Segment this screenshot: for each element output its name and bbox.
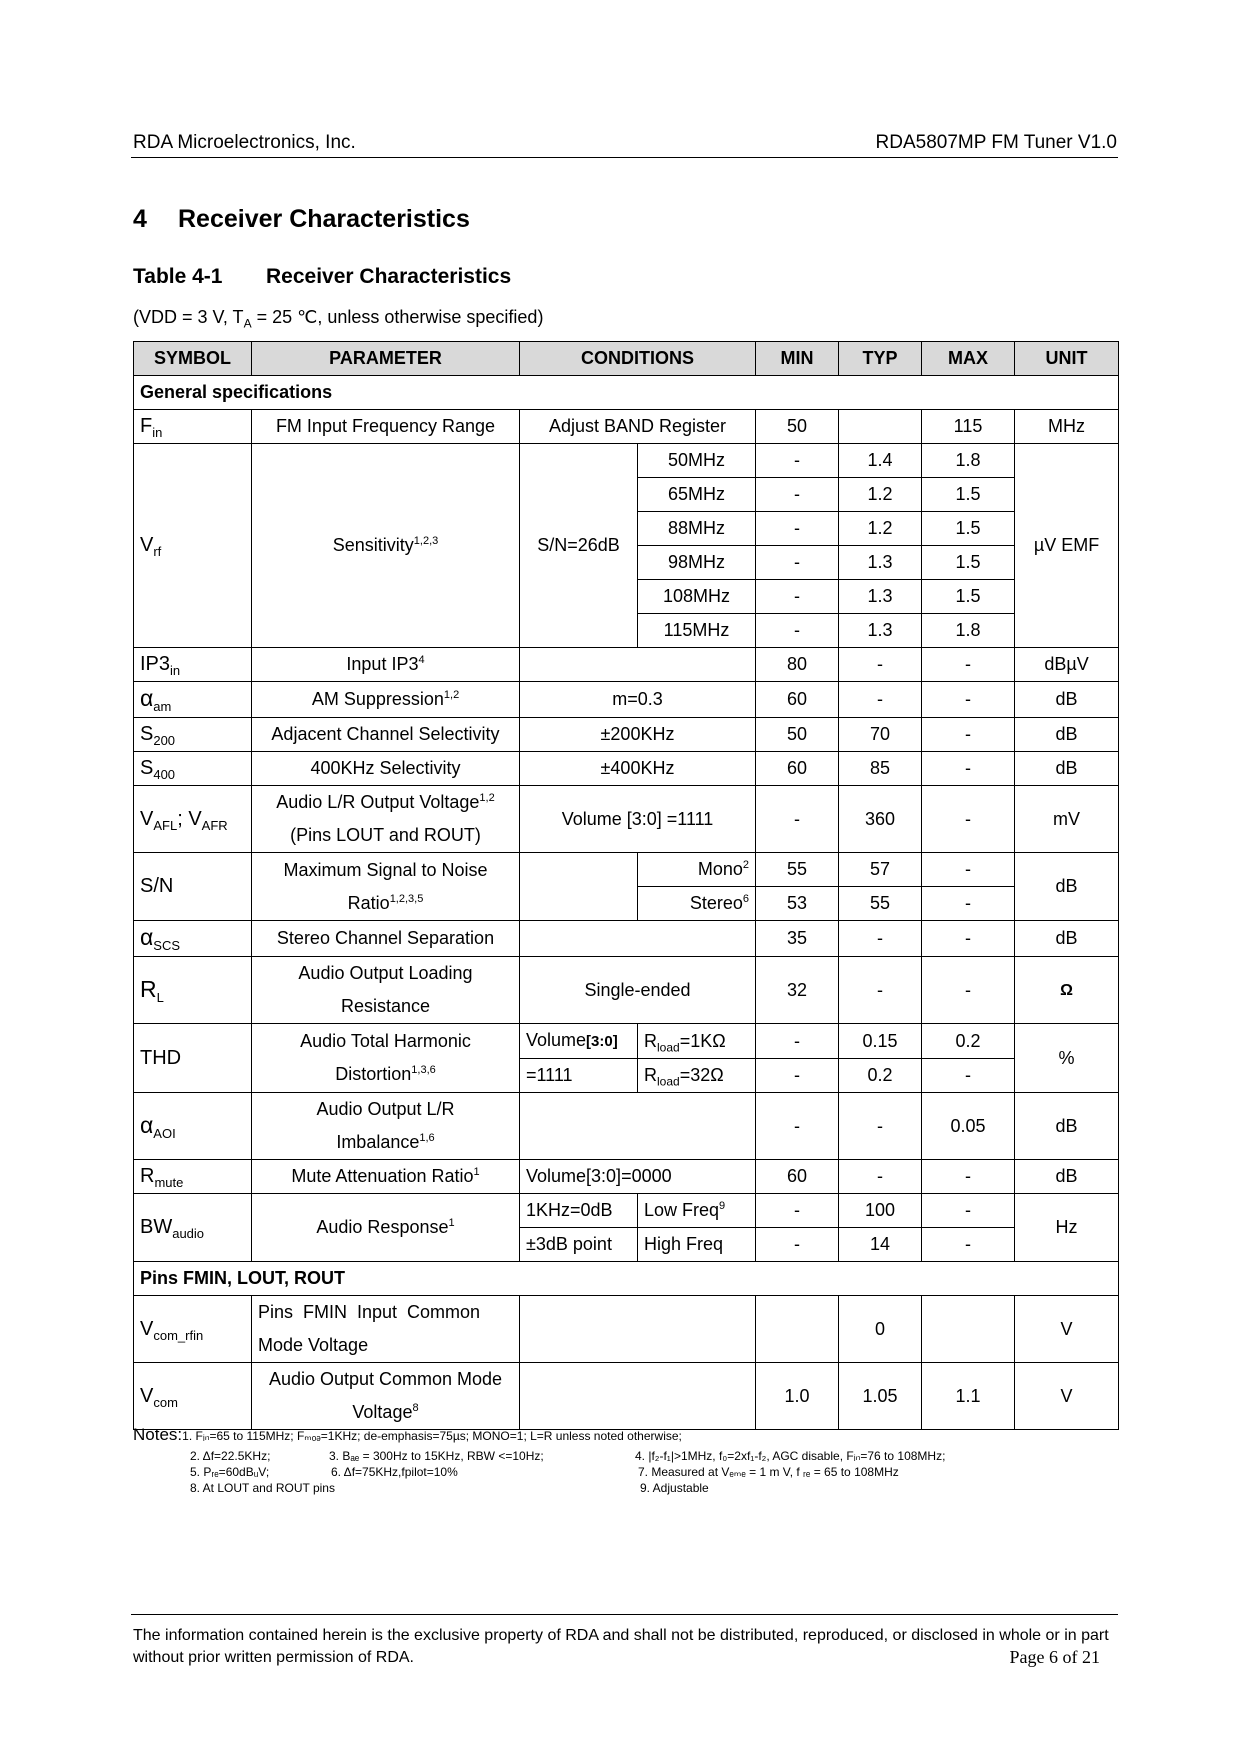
max-cell: 1.8 [922, 444, 1015, 478]
unit-cell: MHz [1015, 410, 1119, 444]
max-cell: 1.5 [922, 580, 1015, 614]
min-cell: - [756, 580, 839, 614]
freq-cell: 98MHz [638, 546, 756, 580]
table-caption [133, 265, 511, 289]
unit-cell: V [1015, 1296, 1119, 1363]
typ-cell: - [839, 1093, 922, 1160]
parameter-cell: Audio L/R Output Voltage$^{1,2}$ (Pins LOUT and ROUT) [252, 786, 520, 853]
conditions-cell: ±400KHz [520, 752, 756, 786]
typ-cell: 1.05 [839, 1363, 922, 1430]
max-cell: - [922, 718, 1015, 752]
typ-cell: 1.2 [839, 512, 922, 546]
symbol-cell: $V_{com\_rfin}$ [134, 1296, 252, 1363]
min-cell: - [756, 1059, 839, 1093]
typ-cell: 360 [839, 786, 922, 853]
max-cell: 1.5 [922, 546, 1015, 580]
load-cell: $R_{load}=32\Omega$ [638, 1059, 756, 1093]
note-7: 7. Measured at Vₑₘₑ = 1 m V, f ᵣₑ = 65 to 108MHz [638, 1465, 899, 1479]
symbol-cell: S/N [134, 853, 252, 921]
max-cell: - [922, 648, 1015, 682]
conditions-cell [520, 921, 756, 957]
conditions-cell: Adjust BAND Register [520, 410, 756, 444]
section-title: Receiver Characteristics [178, 205, 470, 233]
table-row-rl [134, 957, 1119, 1024]
unit-cell: % [1015, 1024, 1119, 1093]
col-header-min: MIN [756, 342, 839, 376]
table-row-bw-audio [134, 1194, 1119, 1228]
parameter-cell: Audio Output L/R Imbalance$^{1,6}$ [252, 1093, 520, 1160]
typ-cell: 100 [839, 1194, 922, 1228]
max-cell: - [922, 957, 1015, 1024]
parameter-cell: Audio Output Common Mode Voltage$^8$ [252, 1363, 520, 1430]
group-row-pins: Pins FMIN, LOUT, ROUT [134, 1262, 1119, 1296]
typ-cell: 1.3 [839, 580, 922, 614]
freq-cell: 108MHz [638, 580, 756, 614]
header-divider [131, 157, 1118, 158]
min-cell: 1.0 [756, 1363, 839, 1430]
symbol-cell: $V_{com}$ [134, 1363, 252, 1430]
table-title: Receiver Characteristics [266, 265, 512, 288]
unit-cell: Hz [1015, 1194, 1119, 1262]
table-row-thd [134, 1024, 1119, 1059]
page-number: Page 6 of 21 [1009, 1647, 1100, 1667]
max-cell: 0.05 [922, 1093, 1015, 1160]
typ-cell: 85 [839, 752, 922, 786]
unit-cell: V [1015, 1363, 1119, 1430]
unit-cell: dB [1015, 921, 1119, 957]
parameter-cell: Stereo Channel Separation [252, 921, 520, 957]
typ-cell: 0.2 [839, 1059, 922, 1093]
max-cell: - [922, 1228, 1015, 1262]
min-cell: - [756, 1093, 839, 1160]
symbol-cell: $V_{AFL}$; $V_{AFR}$ [134, 786, 252, 853]
notes [133, 1427, 1123, 1496]
min-cell: - [756, 444, 839, 478]
col-header-parameter: PARAMETER [252, 342, 520, 376]
min-cell: - [756, 786, 839, 853]
table-row-rmute [134, 1160, 1119, 1194]
parameter-cell: Mute Attenuation Ratio$^1$ [252, 1160, 520, 1194]
receiver-characteristics-table [133, 341, 1119, 1430]
unit-cell: Ω [1015, 957, 1119, 1024]
typ-cell: - [839, 682, 922, 718]
symbol-cell: $F_{in}$ [134, 410, 252, 444]
min-cell: 50 [756, 410, 839, 444]
min-cell: - [756, 614, 839, 648]
min-cell: 55 [756, 853, 839, 887]
typ-cell: 1.4 [839, 444, 922, 478]
table-row-vcom [134, 1363, 1119, 1430]
typ-cell: - [839, 957, 922, 1024]
typ-cell [839, 410, 922, 444]
max-cell: 1.5 [922, 478, 1015, 512]
group-row-general: General specifications [134, 376, 1119, 410]
notes-label: Notes: [133, 1425, 183, 1444]
table-row-ip3 [134, 648, 1119, 682]
symbol-cell: $R_L$ [134, 957, 252, 1024]
symbol-cell: $IP3_{in}$ [134, 648, 252, 682]
conditions-cell: Volume[3:0]=0000 [520, 1160, 756, 1194]
unit-cell: dB [1015, 853, 1119, 921]
max-cell [922, 1296, 1015, 1363]
max-cell: - [922, 1194, 1015, 1228]
col-header-unit: UNIT [1015, 342, 1119, 376]
table-row-fin [134, 410, 1119, 444]
max-cell: - [922, 921, 1015, 957]
conditions-cell [520, 1363, 756, 1430]
min-cell [756, 1296, 839, 1363]
freq-cell: 115MHz [638, 614, 756, 648]
symbol-cell: $S_{400}$ [134, 752, 252, 786]
mode-cell: Mono$^2$ [638, 853, 756, 887]
max-cell: - [922, 682, 1015, 718]
min-cell: - [756, 1228, 839, 1262]
symbol-cell: $V_{rf}$ [134, 444, 252, 648]
unit-cell: dB [1015, 1160, 1119, 1194]
section-heading [133, 205, 470, 234]
max-cell: - [922, 786, 1015, 853]
footer-text: The information contained herein is the exclusive property of RDA and shall not be distributed, reproduced, or disclosed in whole or in part without prior written permission of RDA. [133, 1627, 1109, 1666]
conditions-cell: ±200KHz [520, 718, 756, 752]
parameter-cell: Audio Total Harmonic Distortion$^{1,3,6}$ [252, 1024, 520, 1093]
freq-label-cell: Low Freq$^9$ [638, 1194, 756, 1228]
typ-cell: 1.3 [839, 546, 922, 580]
col-header-typ: TYP [839, 342, 922, 376]
unit-cell: dBµV [1015, 648, 1119, 682]
conditions-cell: 1KHz=0dB [520, 1194, 638, 1228]
typ-cell: 55 [839, 887, 922, 921]
max-cell: - [922, 853, 1015, 887]
col-header-max: MAX [922, 342, 1015, 376]
max-cell: 115 [922, 410, 1015, 444]
parameter-cell: Sensitivity$^{1,2,3}$ [252, 444, 520, 648]
section-number: 4 [133, 205, 147, 233]
typ-cell: - [839, 1160, 922, 1194]
symbol-cell: $\alpha_{am}$ [134, 682, 252, 718]
typ-cell: 1.2 [839, 478, 922, 512]
max-cell: 1.8 [922, 614, 1015, 648]
min-cell: 60 [756, 752, 839, 786]
symbol-cell: $\alpha_{AOI}$ [134, 1093, 252, 1160]
symbol-cell: THD [134, 1024, 252, 1093]
typ-cell: - [839, 648, 922, 682]
note-9: 9. Adjustable [640, 1481, 709, 1495]
unit-cell: dB [1015, 718, 1119, 752]
min-cell: 32 [756, 957, 839, 1024]
min-cell: 60 [756, 1160, 839, 1194]
max-cell: - [922, 887, 1015, 921]
table-row-am-suppression [134, 682, 1119, 718]
max-cell: 1.1 [922, 1363, 1015, 1430]
unit-cell: dB [1015, 752, 1119, 786]
note-6: 6. Δf=75KHz,fpilot=10% [331, 1465, 458, 1479]
footer-divider [131, 1614, 1118, 1615]
typ-cell: 70 [839, 718, 922, 752]
parameter-cell: Adjacent Channel Selectivity [252, 718, 520, 752]
header-product: RDA5807MP FM Tuner V1.0 [875, 132, 1117, 153]
conditions-cell: Volume[3:0] [520, 1024, 638, 1059]
note-1: 1. Fᵢₙ=65 to 115MHz; Fₘₒₔ=1KHz; de-emphasis=75µs; MONO=1; L=R unless noted otherwise; [182, 1429, 682, 1443]
unit-cell: µV EMF [1015, 444, 1119, 648]
load-cell: $R_{load}=1K\Omega$ [638, 1024, 756, 1059]
min-cell: - [756, 478, 839, 512]
parameter-cell: Pins FMIN Input Common Mode Voltage [252, 1296, 520, 1363]
mode-cell: Stereo$^6$ [638, 887, 756, 921]
unit-cell: dB [1015, 1093, 1119, 1160]
min-cell: 80 [756, 648, 839, 682]
note-4: 4. |f₂-f₁|>1MHz, f₀=2xf₁-f₂, AGC disable, Fᵢₙ=76 to 108MHz; [635, 1449, 946, 1463]
symbol-cell: $BW_{audio}$ [134, 1194, 252, 1262]
min-cell: 53 [756, 887, 839, 921]
header-company: RDA Microelectronics, Inc. [133, 132, 356, 153]
conditions-cell [520, 853, 638, 921]
typ-cell: 0 [839, 1296, 922, 1363]
unit-cell: dB [1015, 682, 1119, 718]
conditions-cell: =1111 [520, 1059, 638, 1093]
conditions-cell: Volume [3:0] =1111 [520, 786, 756, 853]
table-label: Table 4-1 [133, 265, 223, 288]
parameter-cell: 400KHz Selectivity [252, 752, 520, 786]
conditions-cell [520, 1093, 756, 1160]
table-row-s400 [134, 752, 1119, 786]
parameter-cell: FM Input Frequency Range [252, 410, 520, 444]
parameter-cell: Input $IP3^4$ [252, 648, 520, 682]
freq-label-cell: High Freq [638, 1228, 756, 1262]
table-row-lr-imbalance [134, 1093, 1119, 1160]
min-cell: - [756, 1024, 839, 1059]
freq-cell: 88MHz [638, 512, 756, 546]
parameter-cell: Audio Response$^1$ [252, 1194, 520, 1262]
conditions-cell: m=0.3 [520, 682, 756, 718]
typ-cell: 14 [839, 1228, 922, 1262]
min-cell: 50 [756, 718, 839, 752]
typ-cell: 1.3 [839, 614, 922, 648]
note-5: 5. Pᵣₑ=60dBᵤV; [190, 1465, 270, 1479]
conditions-cell [520, 648, 756, 682]
table-row-vcom-rfin [134, 1296, 1119, 1363]
unit-cell: mV [1015, 786, 1119, 853]
typ-cell: 57 [839, 853, 922, 887]
col-header-symbol: SYMBOL [134, 342, 252, 376]
parameter-cell: Maximum Signal to Noise Ratio$^{1,2,3,5}$ [252, 853, 520, 921]
table-row-audio-output-voltage [134, 786, 1119, 853]
max-cell: - [922, 752, 1015, 786]
conditions-cell: ±3dB point [520, 1228, 638, 1262]
max-cell: - [922, 1059, 1015, 1093]
typ-cell: - [839, 921, 922, 957]
conditions-cell: S/N=26dB [520, 444, 638, 648]
note-2: 2. Δf=22.5KHz; [190, 1449, 271, 1463]
min-cell: 35 [756, 921, 839, 957]
conditions-note: (VDD = 3 V, $T_A = 25$ ℃, unless otherwise specified) [133, 307, 544, 331]
table-row-stereo-separation [134, 921, 1119, 957]
parameter-cell: Audio Output Loading Resistance [252, 957, 520, 1024]
min-cell: 60 [756, 682, 839, 718]
symbol-cell: $\alpha_{SCS}$ [134, 921, 252, 957]
col-header-conditions: CONDITIONS [520, 342, 756, 376]
parameter-cell: AM Suppression$^{1,2}$ [252, 682, 520, 718]
min-cell: - [756, 512, 839, 546]
table-header-row [134, 342, 1119, 376]
note-3: 3. Bₐₑ = 300Hz to 15KHz, RBW <=10Hz; [329, 1449, 544, 1463]
table-row-sn [134, 853, 1119, 887]
conditions-cell [520, 1296, 756, 1363]
symbol-cell: $S_{200}$ [134, 718, 252, 752]
symbol-cell: $R_{mute}$ [134, 1160, 252, 1194]
table-row-vrf [134, 444, 1119, 478]
max-cell: - [922, 1160, 1015, 1194]
freq-cell: 50MHz [638, 444, 756, 478]
max-cell: 0.2 [922, 1024, 1015, 1059]
max-cell: 1.5 [922, 512, 1015, 546]
table-row-s200 [134, 718, 1119, 752]
conditions-cell: Single-ended [520, 957, 756, 1024]
min-cell: - [756, 1194, 839, 1228]
note-8: 8. At LOUT and ROUT pins [190, 1481, 335, 1495]
min-cell: - [756, 546, 839, 580]
freq-cell: 65MHz [638, 478, 756, 512]
typ-cell: 0.15 [839, 1024, 922, 1059]
